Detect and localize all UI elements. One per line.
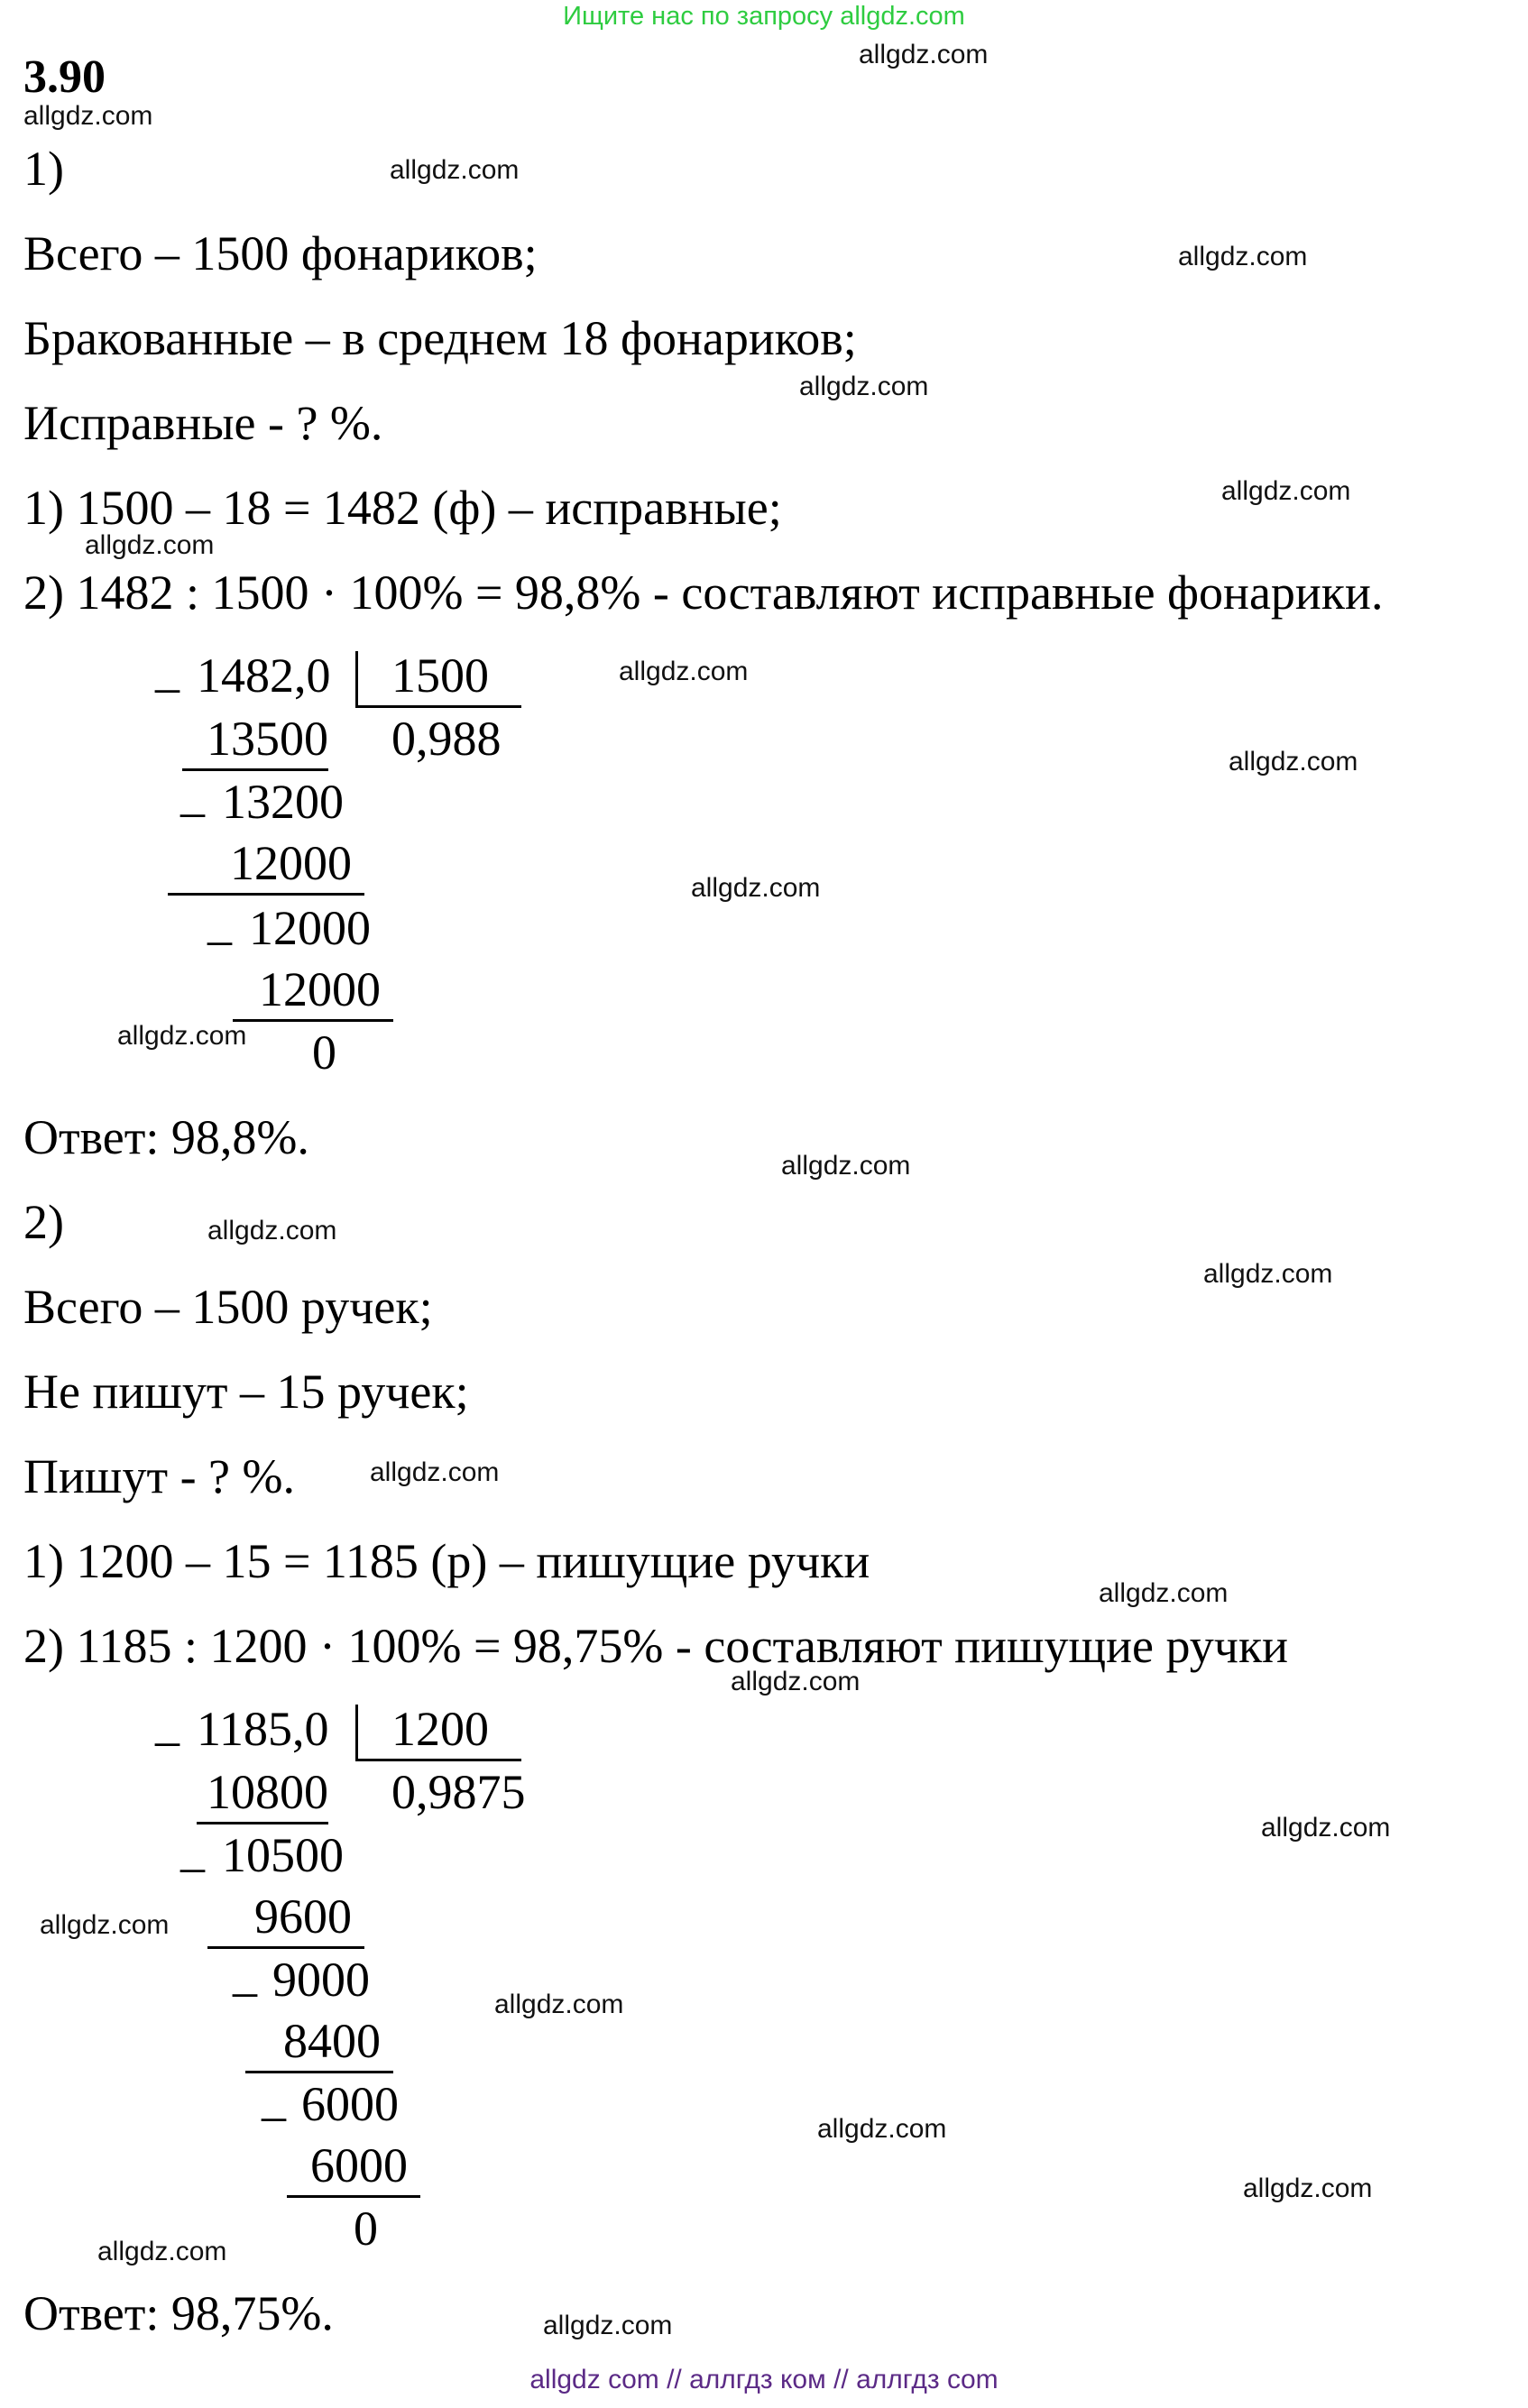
part1-given-unknown: Исправные - ? %. bbox=[23, 396, 383, 450]
quotient: 0,988 bbox=[391, 712, 502, 766]
dividend: 1185,0 bbox=[197, 1702, 329, 1756]
remainder-row: 6000 bbox=[301, 2077, 399, 2131]
part2-answer: Ответ: 98,75%. bbox=[23, 2286, 334, 2340]
subtrahend-row: 12000 bbox=[233, 961, 393, 1022]
search-banner[interactable]: Ищите нас по запросу allgdz.com bbox=[563, 2, 965, 31]
final-remainder: 0 bbox=[354, 2201, 378, 2256]
divisor: 1200 bbox=[391, 1702, 489, 1756]
part1-given-defective: Бракованные – в среднем 18 фонариков; bbox=[23, 311, 857, 365]
subtrahend-row: 10800 bbox=[197, 1764, 328, 1824]
part2-given-total: Всего – 1500 ручек; bbox=[23, 1280, 433, 1334]
watermark: allgdz.com bbox=[1243, 2174, 1373, 2203]
watermark: allgdz.com bbox=[731, 1667, 861, 1696]
part1-given-total: Всего – 1500 фонариков; bbox=[23, 226, 538, 280]
watermark: allgdz.com bbox=[390, 155, 520, 185]
watermark: allgdz.com bbox=[859, 40, 989, 69]
part1-answer: Ответ: 98,8%. bbox=[23, 1110, 309, 1164]
minus-sign: _ bbox=[262, 2072, 286, 2126]
divisor: 1500 bbox=[391, 648, 489, 703]
watermark: allgdz.com bbox=[23, 101, 153, 131]
part1-label: 1) bbox=[23, 142, 64, 196]
watermark: allgdz.com bbox=[494, 1990, 624, 2019]
remainder-row: 12000 bbox=[249, 901, 371, 955]
part2-label: 2) bbox=[23, 1195, 64, 1249]
minus-sign: _ bbox=[155, 643, 179, 697]
watermark: allgdz.com bbox=[1178, 242, 1308, 271]
watermark: allgdz.com bbox=[370, 1457, 500, 1487]
watermark: allgdz.com bbox=[1229, 747, 1358, 777]
subtrahend-row: 8400 bbox=[245, 2013, 393, 2073]
watermark: allgdz.com bbox=[1099, 1578, 1229, 1608]
subtrahend-row: 13500 bbox=[182, 711, 328, 771]
minus-sign: _ bbox=[155, 1696, 179, 1751]
subtrahend-row: 9600 bbox=[207, 1889, 364, 1949]
divisor-separator bbox=[355, 1705, 358, 1759]
watermark: allgdz.com bbox=[1221, 476, 1351, 506]
watermark: allgdz.com bbox=[85, 530, 215, 560]
remainder-row: 13200 bbox=[222, 775, 344, 829]
watermark: allgdz.com bbox=[1261, 1813, 1391, 1843]
subtrahend-row: 12000 bbox=[168, 835, 364, 896]
watermark: allgdz.com bbox=[543, 2311, 673, 2340]
watermark: allgdz.com bbox=[817, 2114, 947, 2144]
watermark: allgdz.com bbox=[207, 1216, 337, 1245]
part2-given-unknown: Пишут - ? %. bbox=[23, 1449, 296, 1503]
minus-sign: _ bbox=[180, 1823, 205, 1877]
subtrahend-row: 6000 bbox=[287, 2137, 420, 2198]
watermark: allgdz.com bbox=[97, 2237, 227, 2266]
remainder-row: 10500 bbox=[222, 1828, 344, 1882]
part1-step2: 2) 1482 : 1500 · 100% = 98,8% - составляют исправные фонарики. bbox=[23, 565, 1384, 620]
watermark: allgdz.com bbox=[40, 1910, 170, 1940]
watermark: allgdz.com bbox=[619, 657, 749, 686]
watermark: allgdz.com bbox=[117, 1021, 247, 1051]
problem-number: 3.90 bbox=[23, 51, 106, 103]
part2-step2: 2) 1185 : 1200 · 100% = 98,75% - составляют пишущие ручки bbox=[23, 1619, 1289, 1673]
part2-given-broken: Не пишут – 15 ручек; bbox=[23, 1365, 469, 1419]
remainder-row: 9000 bbox=[272, 1953, 370, 2007]
watermark: allgdz.com bbox=[691, 873, 821, 903]
watermark: allgdz.com bbox=[1203, 1259, 1333, 1289]
dividend: 1482,0 bbox=[197, 648, 331, 703]
watermark: allgdz.com bbox=[799, 372, 929, 401]
minus-sign: _ bbox=[233, 1947, 257, 2001]
part2-step1: 1) 1200 – 15 = 1185 (р) – пишущие ручки bbox=[23, 1534, 870, 1588]
watermark: allgdz.com bbox=[781, 1151, 911, 1181]
minus-sign: _ bbox=[180, 767, 205, 822]
part1-step1: 1) 1500 – 18 = 1482 (ф) – исправные; bbox=[23, 481, 782, 535]
divisor-separator bbox=[355, 651, 358, 705]
quotient: 0,9875 bbox=[391, 1765, 526, 1819]
final-remainder: 0 bbox=[312, 1025, 336, 1080]
minus-sign: _ bbox=[207, 896, 232, 950]
footer-links[interactable]: allgdz com // аллгдз ком // аллгдз com bbox=[529, 2365, 999, 2394]
